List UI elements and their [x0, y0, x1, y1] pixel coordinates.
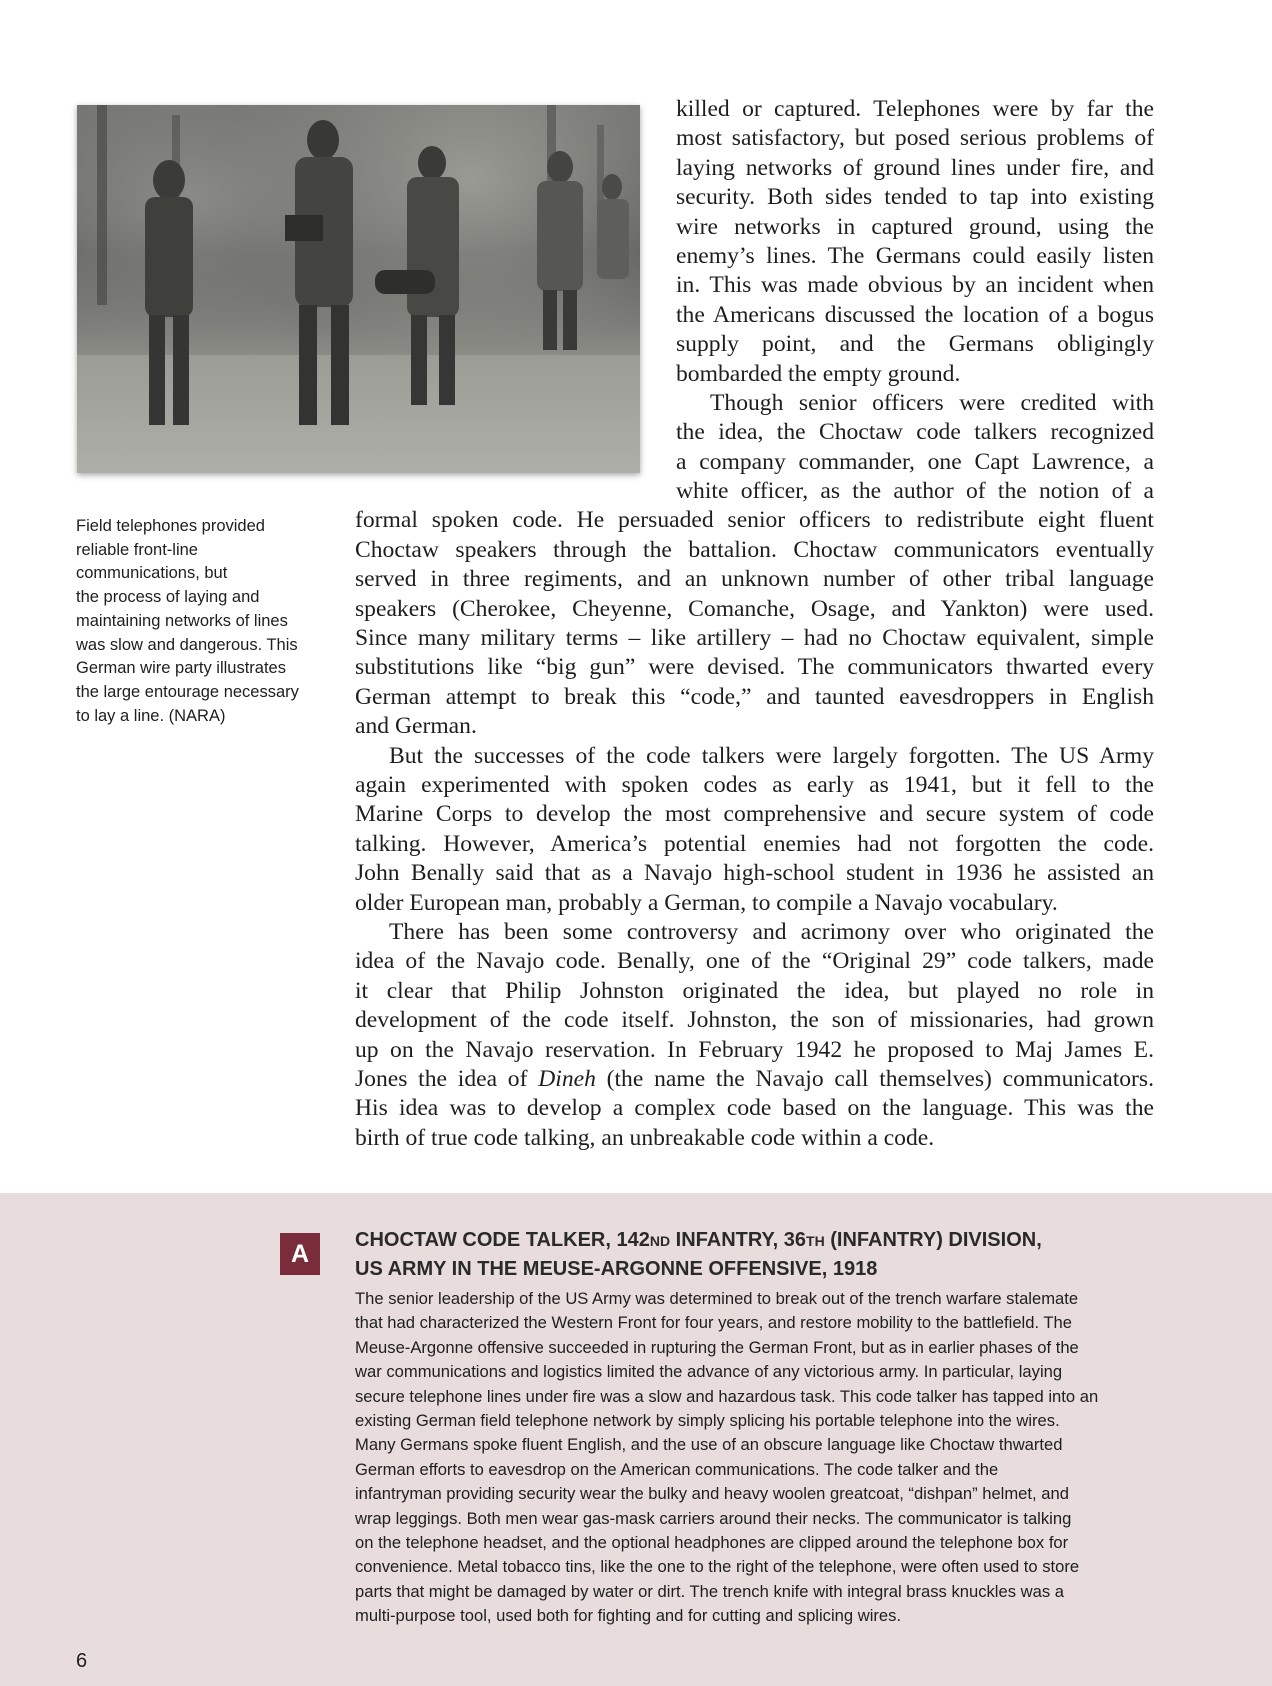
body-line: white officer, as the author of the notion of a — [676, 478, 1154, 505]
plate-line: Meuse-Argonne offensive succeeded in rupturing the German Front, but as in earlier phases of the — [355, 1337, 1079, 1357]
body-line: His idea was to develop a complex code based on the language. This was the — [355, 1095, 1154, 1122]
plate-line: war communications and logistics limited the advance of any victorious army. In particular, laying — [355, 1362, 1063, 1382]
body-line: and German. — [355, 713, 477, 740]
body-line: again experimented with spoken codes as early as 1941, but it fell to the — [355, 771, 1154, 798]
plate-line: convenience. Metal tobacco tins, like the one to the right of the telephone, were often used to store — [355, 1557, 1080, 1577]
body-line: security. Both sides tended to tap into existing — [676, 184, 1154, 211]
plate-title-text: (INFANTRY) DIVISION, — [824, 1229, 1042, 1251]
caption-line: the large entourage necessary — [76, 682, 299, 701]
plate-text — [355, 1287, 1175, 1628]
body-line: German attempt to break this “code,” and taunted eavesdroppers in English — [355, 683, 1154, 710]
plate-title-ordinal: ND — [649, 1233, 671, 1249]
caption-line: was slow and dangerous. This — [76, 635, 298, 654]
body-line: served in three regiments, and an unknown number of other tribal language — [355, 566, 1154, 593]
plate-title-line-1 — [355, 1226, 1175, 1255]
body-line: There has been some controversy and acrimony over who originated the — [389, 918, 1154, 945]
body-line: speakers (Cherokee, Cheyenne, Comanche, Osage, and Yankton) were used. — [355, 595, 1154, 622]
body-line: supply point, and the Germans obligingly — [676, 331, 1154, 358]
body-line: the idea, the Choctaw code talkers recognized — [676, 419, 1154, 446]
caption-line: Field telephones provided — [76, 517, 265, 535]
caption-line: communications, but — [76, 564, 228, 583]
body-line: Since many military terms – like artillery – had no Choctaw equivalent, simple — [355, 625, 1154, 652]
body-line: most satisfactory, but posed serious problems of — [676, 125, 1154, 152]
body-line: up on the Navajo reservation. In February 1942 he proposed to Maj James E. — [355, 1036, 1154, 1063]
body-text — [0, 95, 1272, 1153]
body-text-span: Jones the idea of — [355, 1065, 539, 1092]
body-line: But the successes of the code talkers were largely forgotten. The US Army — [389, 742, 1154, 769]
caption-line: reliable front-line — [76, 540, 198, 559]
plate-line: on the telephone headset, and the optional headphones are clipped around the telephone box for — [355, 1532, 1069, 1552]
plate-line: German efforts to eavesdrop on the American communications. The code talker and the — [355, 1459, 999, 1479]
plate-line: Many Germans spoke fluent English, and the use of an obscure language like Choctaw thwarted — [355, 1435, 1063, 1455]
body-line: a company commander, one Capt Lawrence, a — [676, 448, 1154, 475]
body-line: development of the code itself. Johnston, the son of missionaries, had grown — [355, 1007, 1154, 1034]
plate-line: secure telephone lines under fire was a slow and hazardous task. This code talker has tapped into an — [355, 1386, 1099, 1406]
caption-line: German wire party illustrates — [76, 659, 286, 678]
caption-line: maintaining networks of lines — [76, 611, 288, 630]
body-line: talking. However, America’s potential enemies had not forgotten the code. — [355, 830, 1154, 857]
caption-line: the process of laying and — [76, 588, 260, 607]
body-line: bombarded the empty ground. — [676, 360, 961, 387]
body-line: substitutions like “big gun” were devised. The communicators thwarted every — [355, 654, 1154, 681]
body-italic-term: Dineh — [538, 1065, 596, 1092]
plate-title-text: CHOCTAW CODE TALKER, 142 — [355, 1229, 650, 1251]
plate-title — [355, 1226, 1175, 1283]
body-line: older European man, probably a German, to compile a Navajo vocabulary. — [355, 889, 1058, 916]
body-line: it clear that Philip Johnston originated the idea, but played no role in — [355, 977, 1154, 1004]
body-line: in. This was made obvious by an incident when — [676, 272, 1154, 299]
caption-line: to lay a line. (NARA) — [76, 706, 226, 725]
plate-line: infantryman providing security wear the bulky and heavy woolen greatcoat, “dishpan” helmet, and — [355, 1484, 1069, 1504]
plate-line: multi-purpose tool, used both for fighting and for cutting and splicing wires. — [355, 1606, 902, 1626]
body-line: killed or captured. Telephones were by far the — [676, 96, 1154, 122]
plate-badge: A — [280, 1233, 320, 1275]
plate-line: wrap leggings. Both men wear gas-mask carriers around their necks. The communicator is talking — [355, 1508, 1072, 1528]
body-line: idea of the Navajo code. Benally, one of the “Original 29” code talkers, made — [355, 948, 1154, 975]
body-line: birth of true code talking, an unbreakable code within a code. — [355, 1124, 935, 1151]
plate-line: existing German field telephone network by simply splicing his portable telephone into the wires. — [355, 1410, 1060, 1430]
plate-title-line-2: US ARMY IN THE MEUSE-ARGONNE OFFENSIVE, 1918 — [355, 1258, 878, 1280]
body-line: John Benally said that as a Navajo high-school student in 1936 he assisted an — [355, 860, 1154, 887]
body-line: enemy’s lines. The Germans could easily listen — [676, 242, 1154, 269]
body-line: Choctaw speakers through the battalion. Choctaw communicators eventually — [355, 536, 1154, 563]
body-line: formal spoken code. He persuaded senior officers to redistribute eight fluent — [355, 507, 1154, 534]
body-line: laying networks of ground lines under fire, and — [676, 154, 1154, 181]
body-line: Though senior officers were credited with — [710, 389, 1154, 416]
plate-title-ordinal: TH — [806, 1233, 825, 1249]
plate-line: The senior leadership of the US Army was determined to break out of the trench warfare stalemate — [355, 1289, 1079, 1308]
plate-line: parts that might be damaged by water or dirt. The trench knife with integral brass knuckles was a — [355, 1581, 1064, 1601]
plate-line: that had characterized the Western Front for four years, and restore mobility to the battlefield. The — [355, 1313, 1072, 1333]
body-line: Marine Corps to develop the most comprehensive and secure system of code — [355, 801, 1154, 828]
page-number: 6 — [76, 1650, 88, 1672]
body-line: wire networks in captured ground, using the — [676, 213, 1154, 240]
body-line — [355, 1065, 1154, 1094]
body-text-span: (the name the Navajo call themselves) communicators. — [595, 1065, 1154, 1092]
plate-title-text: INFANTRY, 36 — [670, 1229, 807, 1251]
body-line: the Americans discussed the location of a bogus — [676, 301, 1154, 328]
